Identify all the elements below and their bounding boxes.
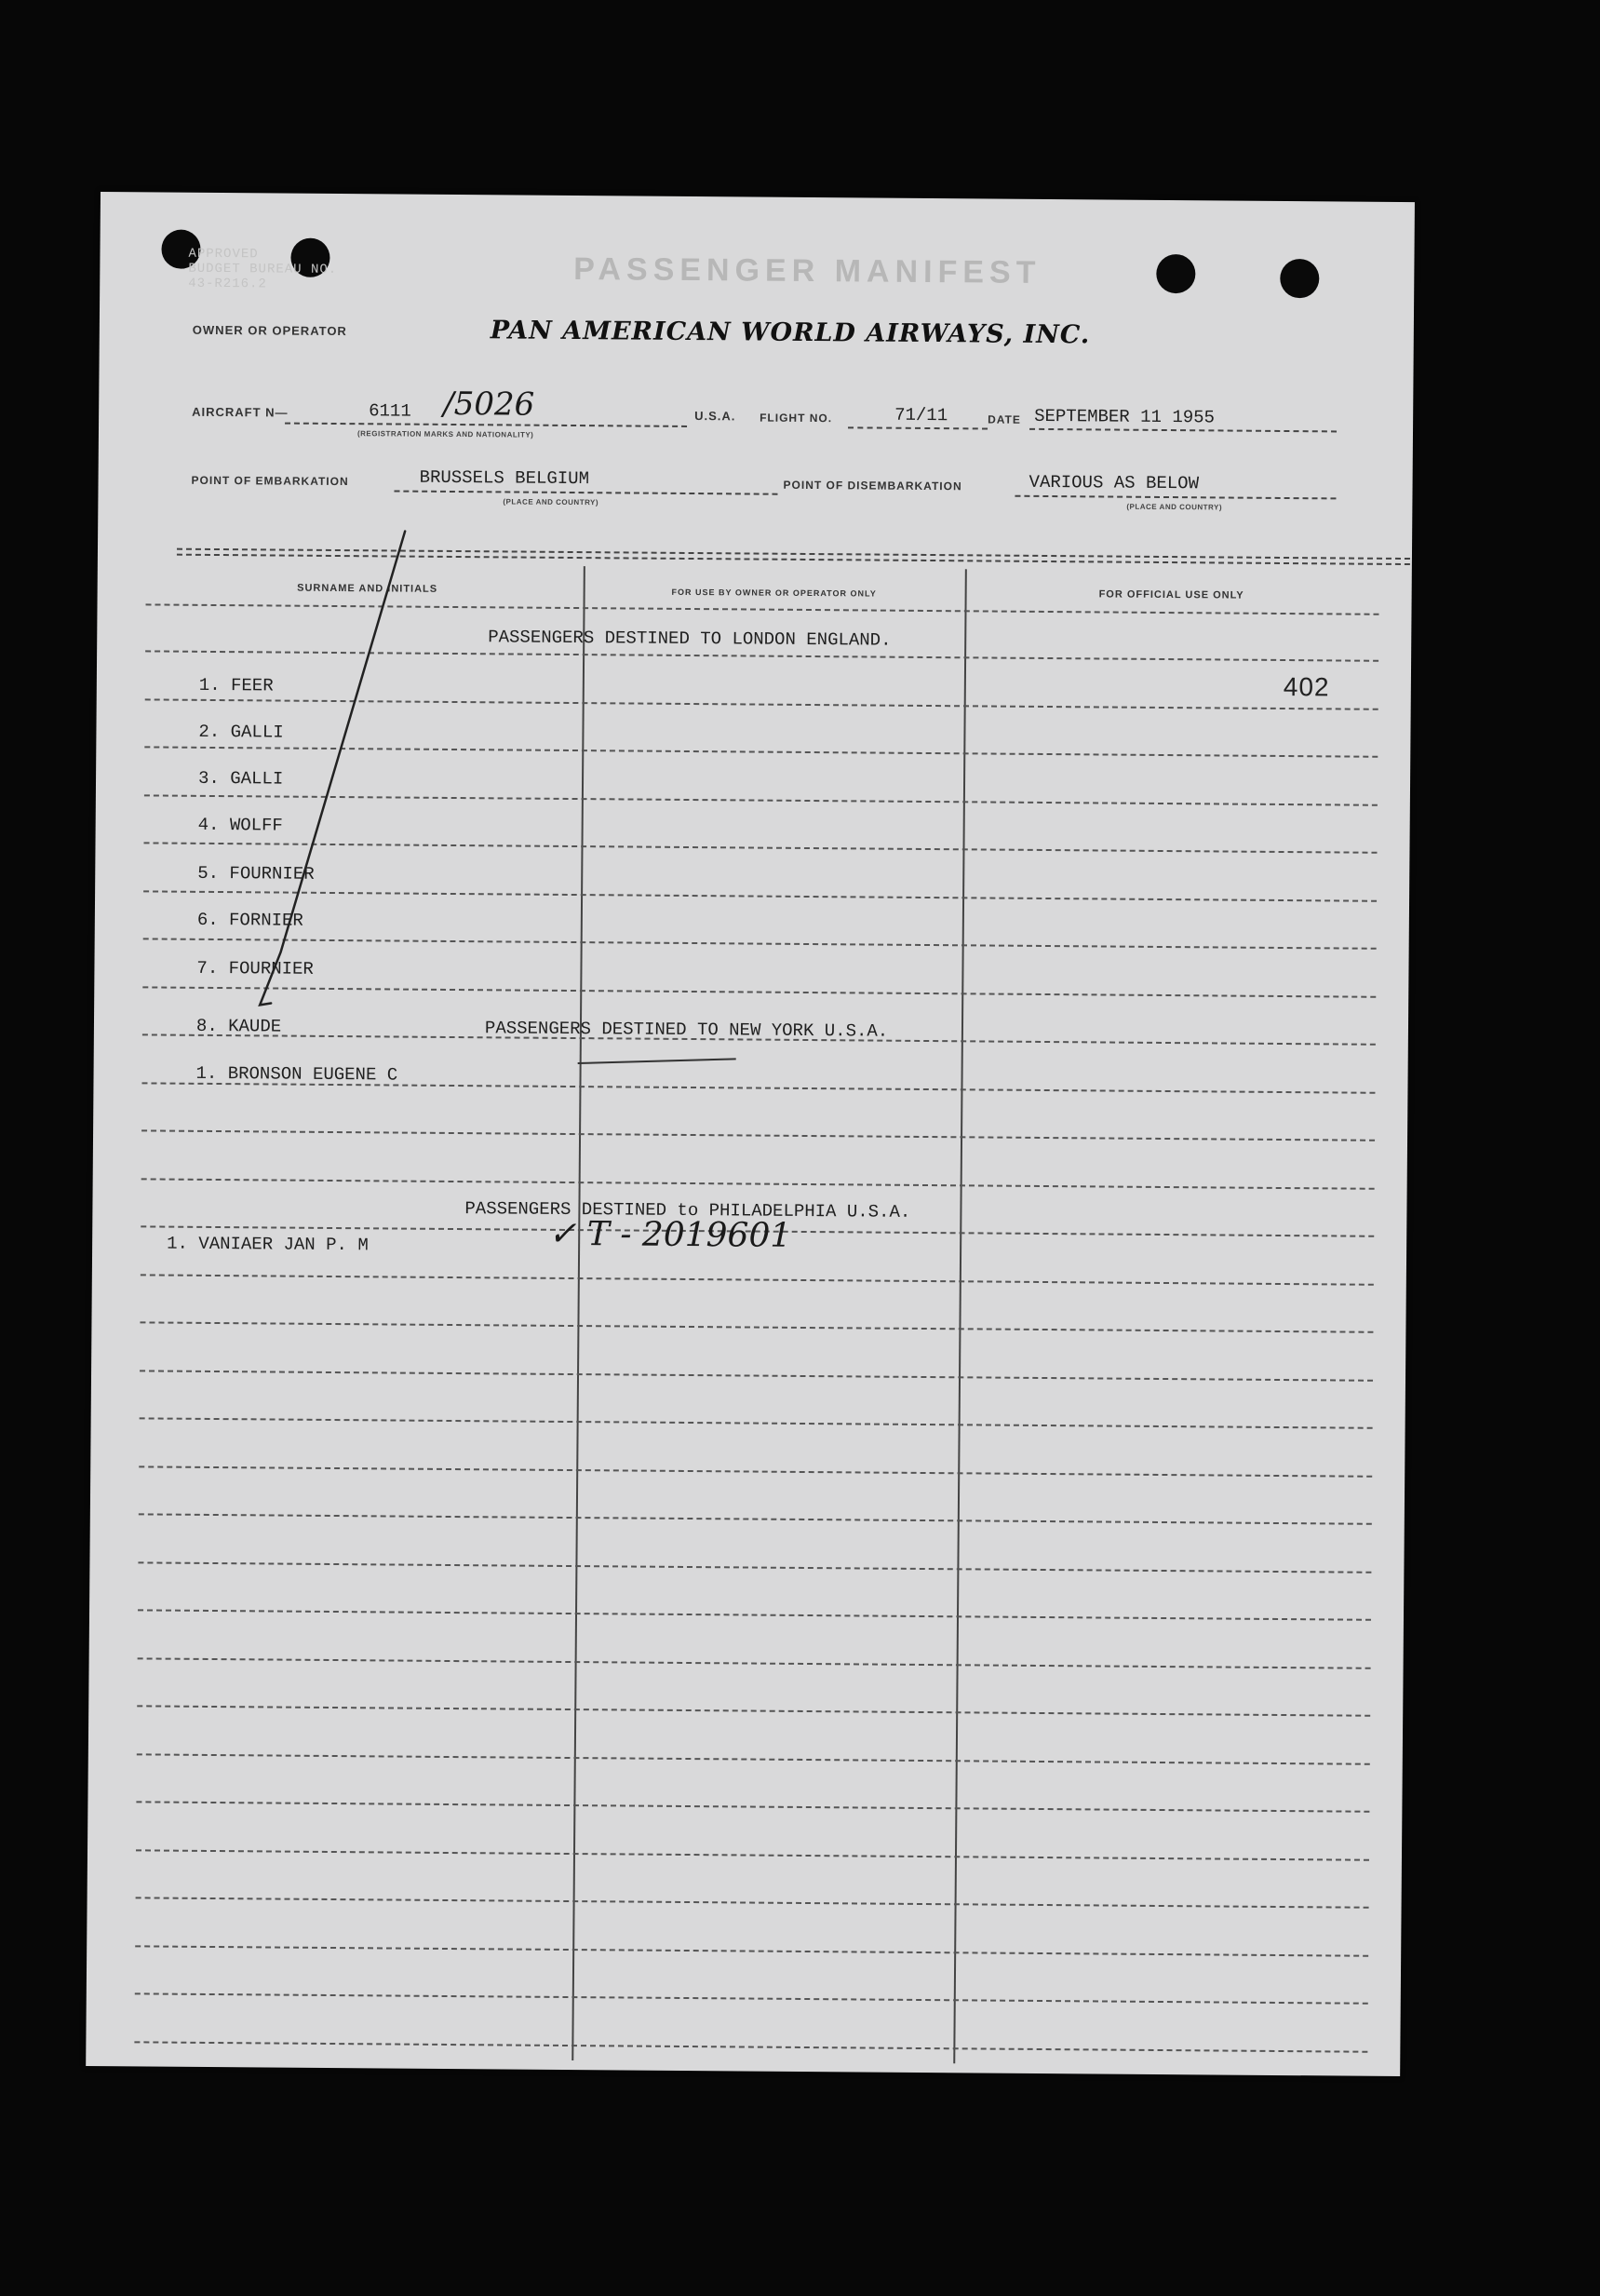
date-value: SEPTEMBER 11 1955 bbox=[1034, 405, 1216, 428]
passenger-row: 1. FEER bbox=[198, 674, 274, 696]
passenger-row: 1. VANIAER JAN P. M bbox=[167, 1233, 369, 1256]
stamp-line: 43-R216.2 bbox=[188, 276, 267, 292]
column-header-official-use: FOR OFFICIAL USE ONLY bbox=[1098, 588, 1244, 601]
column-header-surname: SURNAME AND INITIALS bbox=[297, 582, 438, 595]
passenger-row: 4. WOLFF bbox=[197, 814, 283, 836]
embarkation-label: POINT OF EMBARKATION bbox=[191, 473, 349, 489]
passenger-row: 6. FORNIER bbox=[196, 909, 303, 931]
aircraft-label: AIRCRAFT N— bbox=[192, 404, 289, 420]
stamp-line: BUDGET BUREAU NO. bbox=[188, 261, 338, 277]
handwritten-note: ✓ T - 2019601 bbox=[548, 1214, 792, 1255]
disembarkation-value: VARIOUS AS BELOW bbox=[1029, 471, 1200, 494]
handwritten-bracket bbox=[86, 192, 1415, 2076]
passenger-row: 2. GALLI bbox=[198, 721, 284, 743]
place-note: (PLACE AND COUNTRY) bbox=[503, 497, 599, 507]
passenger-row: 1. BRONSON EUGENE C bbox=[195, 1062, 398, 1086]
official-number: 402 bbox=[1283, 671, 1330, 702]
form-title: PASSENGER MANIFEST bbox=[573, 250, 1042, 290]
manifest-page bbox=[86, 192, 1415, 2076]
operator-name: PAN AMERICAN WORLD AIRWAYS, INC. bbox=[490, 316, 1091, 350]
passenger-row: 8. KAUDE bbox=[195, 1015, 282, 1037]
passenger-row: 7. FOURNIER bbox=[196, 957, 314, 979]
place-note: (PLACE AND COUNTRY) bbox=[1126, 502, 1223, 512]
passenger-row: 3. GALLI bbox=[197, 767, 284, 790]
owner-label: OWNER OR OPERATOR bbox=[192, 322, 347, 339]
column-header-owner-use: FOR USE BY OWNER OR OPERATOR ONLY bbox=[671, 587, 877, 599]
flight-label: FLIGHT NO. bbox=[760, 411, 833, 425]
usa-label: U.S.A. bbox=[694, 409, 736, 424]
disembarkation-label: POINT OF DISEMBARKATION bbox=[783, 478, 962, 493]
flight-number: 71/11 bbox=[894, 404, 948, 426]
aircraft-handwritten: /5026 bbox=[443, 385, 535, 424]
section-philadelphia: PASSENGERS DESTINED to PHILADELPHIA U.S.A. bbox=[464, 1198, 911, 1222]
embarkation-value: BRUSSELS BELGIUM bbox=[419, 466, 590, 490]
section-london: PASSENGERS DESTINED TO LONDON ENGLAND. bbox=[488, 627, 892, 651]
section-new-york: PASSENGERS DESTINED TO NEW YORK U.S.A. bbox=[484, 1018, 889, 1042]
stamp-line: APPROVED bbox=[188, 246, 259, 263]
registration-note: (REGISTRATION MARKS AND NATIONALITY) bbox=[356, 429, 534, 439]
date-label: DATE bbox=[988, 412, 1021, 426]
passenger-row: 5. FOURNIER bbox=[197, 862, 315, 885]
aircraft-typed: 6111 bbox=[369, 400, 411, 422]
